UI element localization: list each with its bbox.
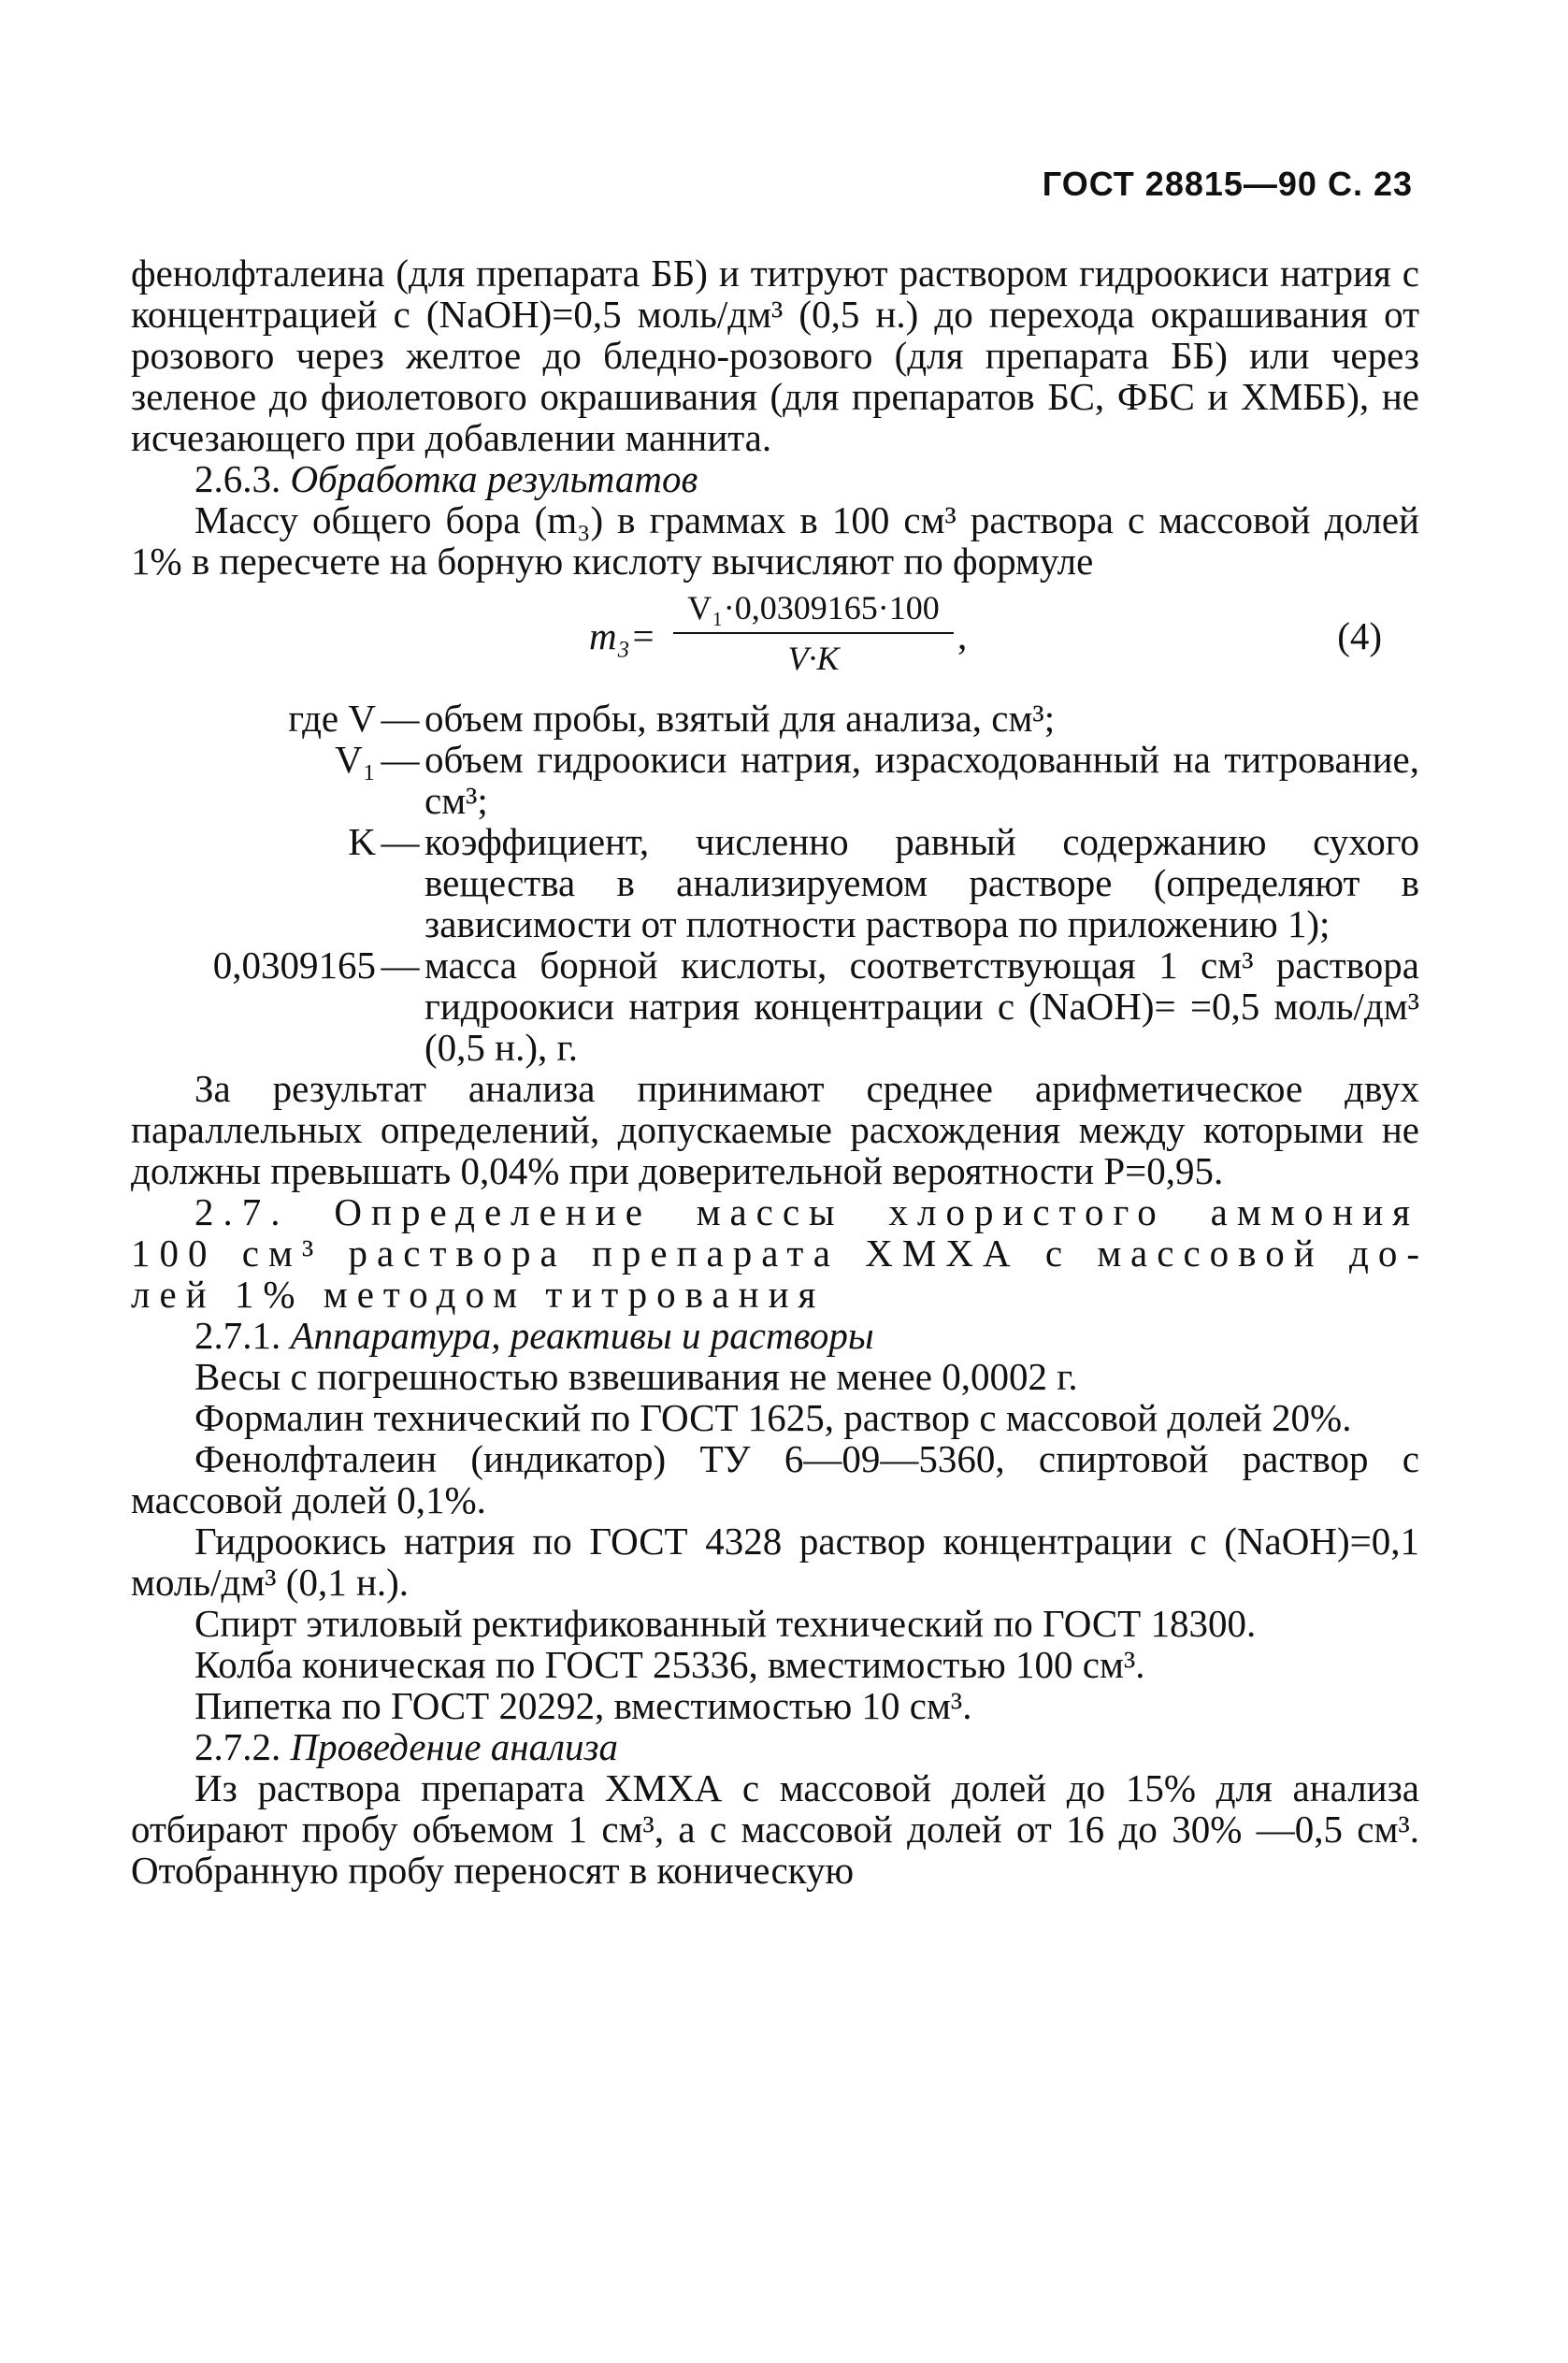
page-body (131, 252, 1419, 1891)
equipment-item: Спирт этиловый ректификованный технический по ГОСТ 18300. (194, 1602, 1257, 1645)
section-title: Обработка результатов (290, 457, 698, 500)
formula-denominator: V·K (787, 640, 840, 677)
section-title: Аппаратура, реактивы и растворы (290, 1314, 874, 1357)
formula-number: (4) (1337, 614, 1382, 657)
definition-dash: — (381, 820, 420, 863)
definition-dash: — (381, 697, 420, 740)
formula-comma: , (957, 614, 968, 657)
section-number: 2.6.3. (194, 457, 281, 500)
section-number: 2.7.2. (194, 1725, 281, 1768)
definition-symbol: V₁ (335, 738, 376, 781)
equipment-item: Гидроокись натрия по ГОСТ 4328 раствор концентрации c (NaOH)=0,1 моль/дм³ (0,1 н.). (131, 1520, 1419, 1604)
definition-item (131, 821, 1419, 944)
paragraph-analysis: Из раствора препарата ХМХА с массовой долей до 15% для анализа отбирают пробу объемом 1 см³, а с массовой долей от 16 до 30% —0,5 см³. Отобранную пробу переносят в коническую (131, 1766, 1419, 1892)
definition-item (131, 944, 1419, 1068)
definition-item (131, 739, 1419, 821)
formula-numerator: V₁·0,0309165·100 (673, 587, 954, 634)
paragraph-titration: фенолфталеина (для препарата ББ) и титруют раствором гидроокиси натрия с концентрацией c (NaOH)=0,5 моль/дм³ (0,5 н.) до перехода окрашивания от розового через желтое до бледно-розового (для препарата ББ) или через зеленое до фиолетового окрашивания (для препаратов БС, ФБС и ХМББ), не исчезающего при добавлении маннита. (131, 252, 1419, 459)
formula-lhs: m₃= (589, 614, 656, 657)
formula-4 (131, 587, 1419, 684)
section-title: Проведение анализа (290, 1725, 619, 1768)
equipment-item: Пипетка по ГОСТ 20292, вместимостью 10 см³. (194, 1684, 972, 1727)
equipment-item: Формалин технический по ГОСТ 1625, раствор с массовой долей 20%. (194, 1396, 1352, 1439)
paragraph-result: За результат анализа принимают среднее арифметическое двух параллельных определений, допускаемые расхождения между которыми не должны превышать 0,04% при доверительной вероятности P=0,95. (131, 1067, 1419, 1192)
formula-fraction (673, 587, 954, 679)
definition-symbol: K (348, 820, 376, 863)
section-2-6-3-heading (131, 458, 1419, 499)
definition-dash: — (381, 944, 420, 987)
definition-symbol: 0,0309165 (212, 944, 376, 987)
definition-text: коэффициент, численно равный содержанию сухого вещества в анализируемом растворе (определяют в зависимости от плотности раствора по приложению 1); (424, 820, 1419, 945)
section-number: 2.7.1. (194, 1314, 281, 1357)
definition-dash: — (381, 738, 420, 781)
equipment-item: Колба коническая по ГОСТ 25336, вместимостью 100 см³. (194, 1643, 1145, 1686)
page-header: ГОСТ 28815—90 С. 23 (1042, 165, 1413, 203)
definition-item (131, 698, 1419, 739)
equipment-item: Весы с погрешностью взвешивания не менее 0,0002 г. (194, 1355, 1078, 1398)
section-2-7-2-heading (131, 1726, 1419, 1767)
variable-definitions (131, 698, 1419, 1068)
definition-text: объем гидроокиси натрия, израсходованный на титрование, см³; (424, 738, 1419, 822)
equipment-item: Фенолфталеин (индикатор) ТУ 6—09—5360, спиртовой раствор с массовой долей 0,1%. (131, 1437, 1419, 1521)
definition-text: объем пробы, взятый для анализа, см³; (424, 697, 1056, 740)
section-2-7-heading: 2.7. Определение массы хлористого аммония 100 см³ раствора препарата ХМХА с массовой долей 1% методом титрования (131, 1190, 1419, 1316)
paragraph-mass-boron: Массу общего бора (m₃) в граммах в 100 см³ раствора с массовой долей 1% в пересчете на борную кислоту вычисляют по формуле (131, 498, 1419, 583)
section-2-7-1-heading (131, 1315, 1419, 1356)
definition-symbol: где V (288, 697, 376, 740)
definition-text: масса борной кислоты, соответствующая 1 см³ раствора гидроокиси натрия концентрации c (NaOH)= =0,5 моль/дм³ (0,5 н.), г. (424, 944, 1419, 1069)
